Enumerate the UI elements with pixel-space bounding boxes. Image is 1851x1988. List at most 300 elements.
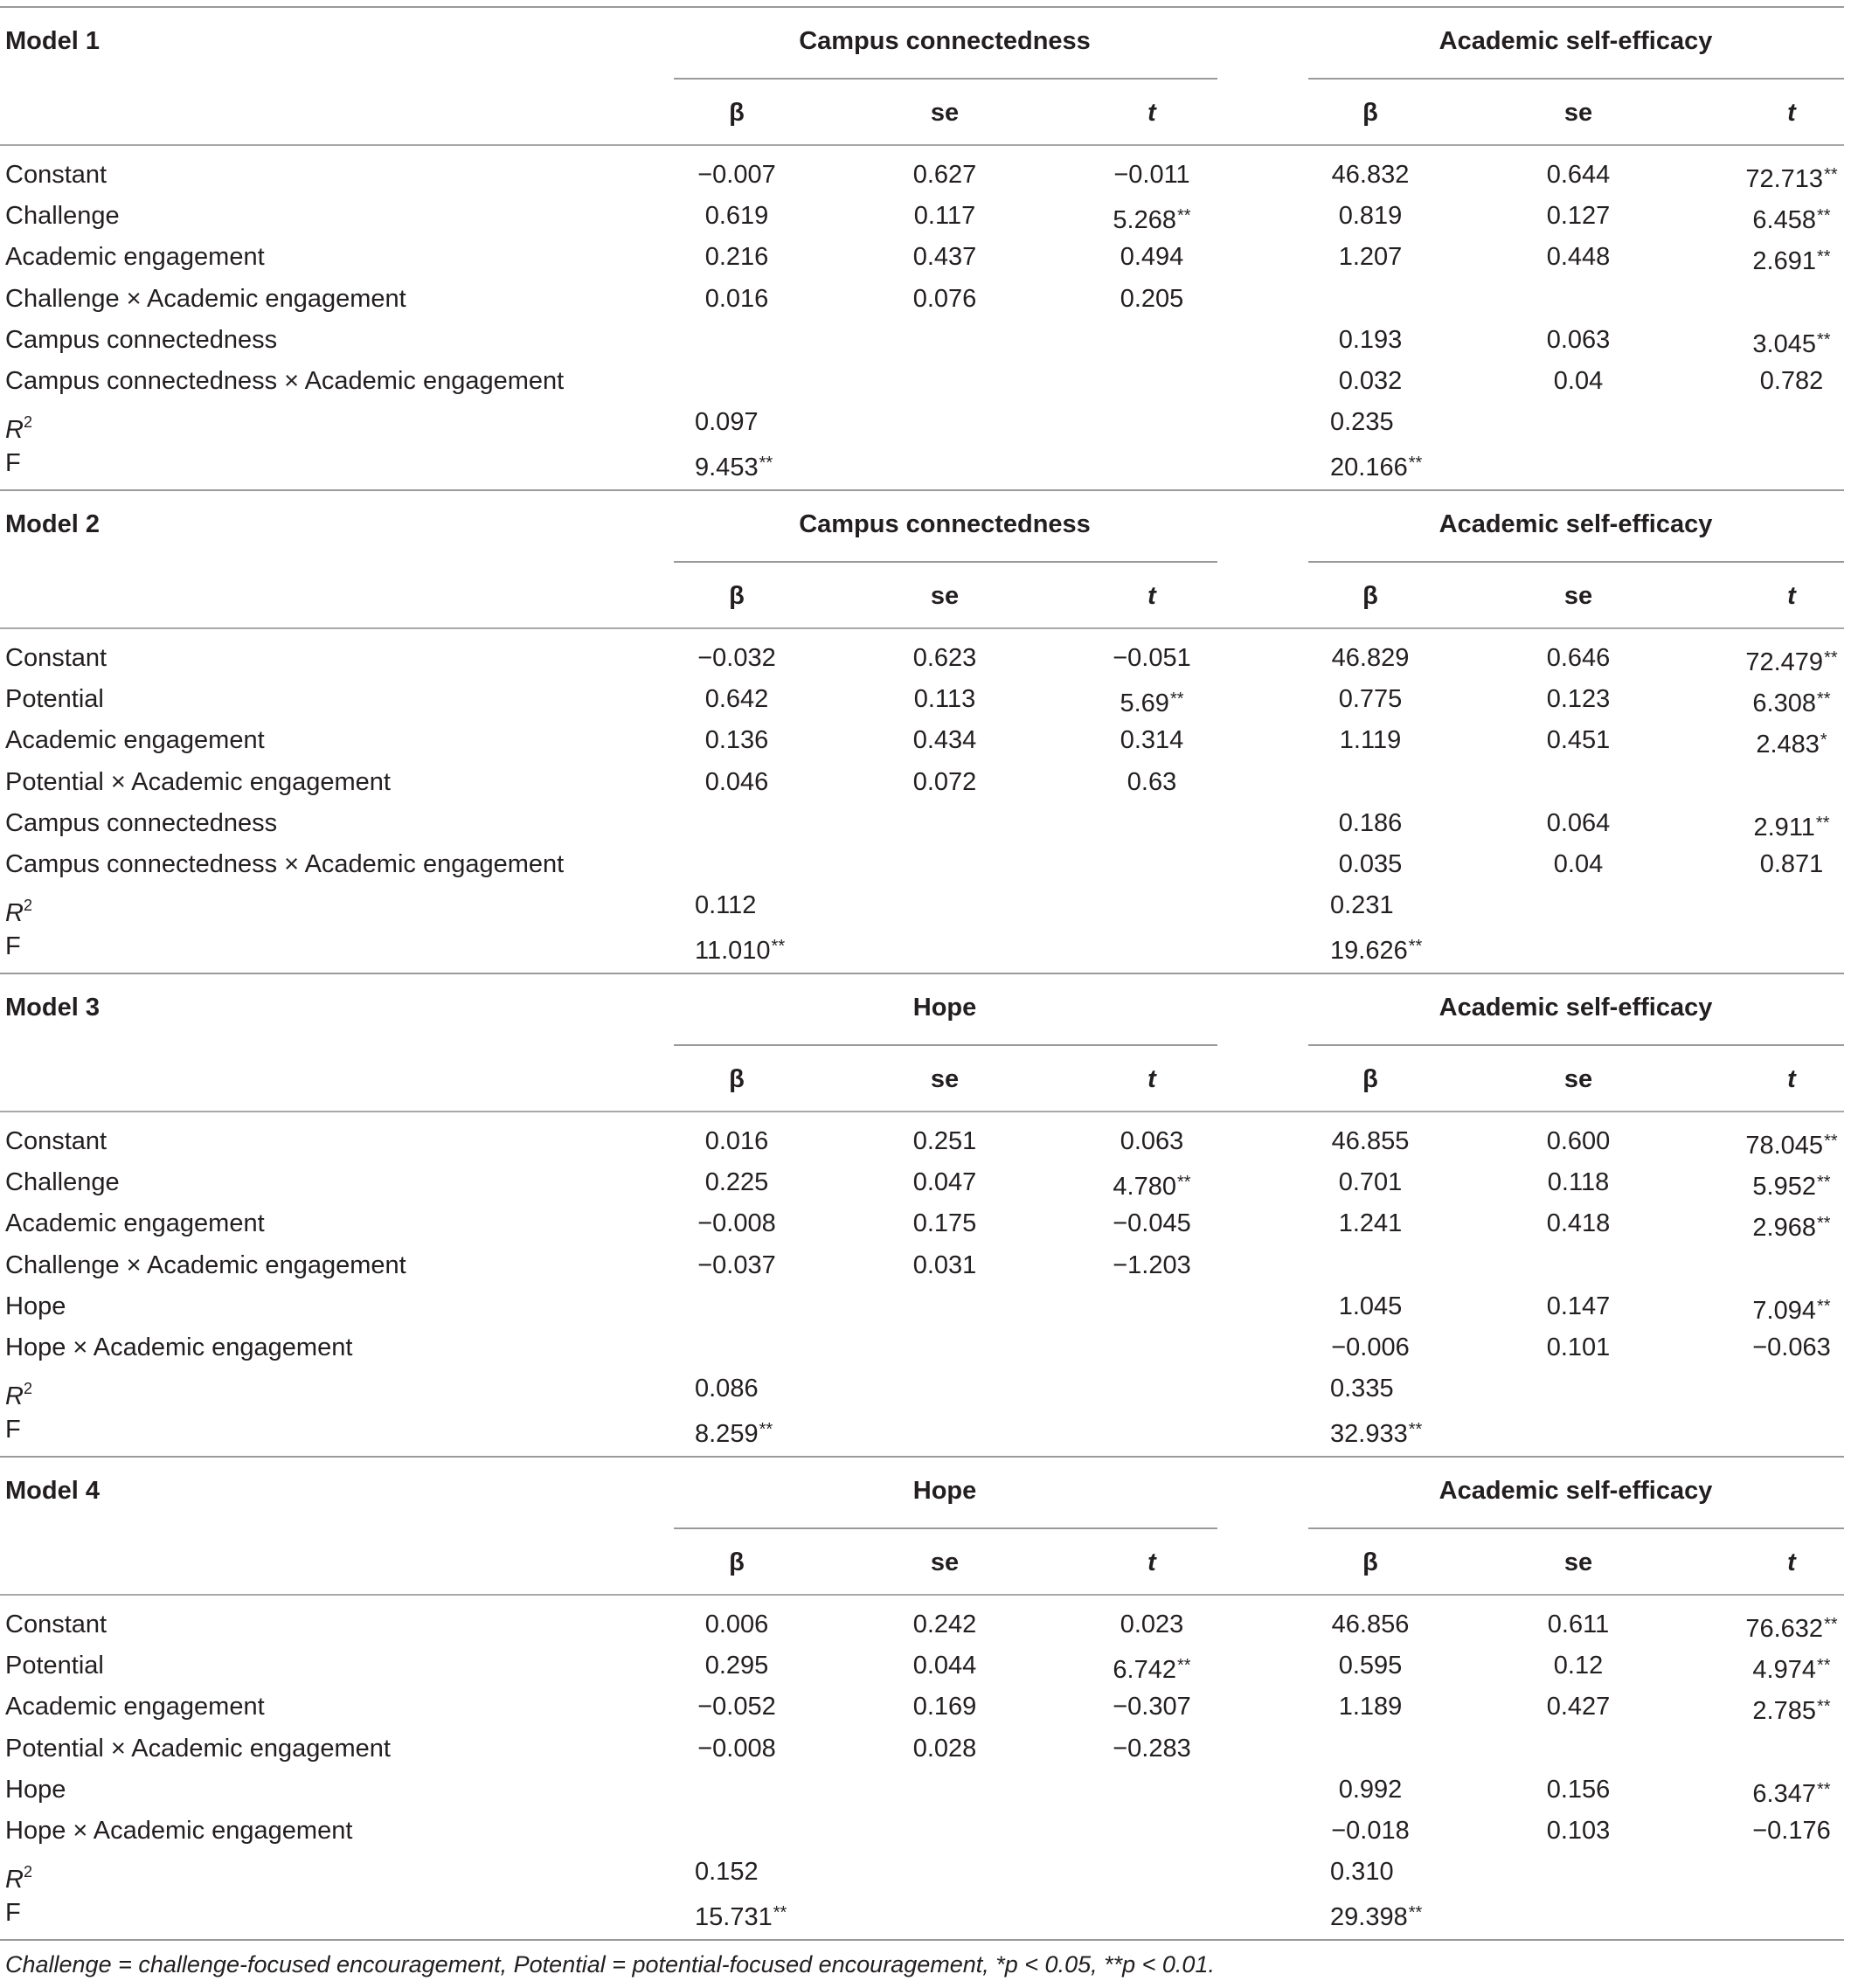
t-cell-value: 0.63	[1127, 768, 1177, 796]
column-header-beta: β	[729, 582, 745, 610]
group-header-right: Academic self-efficacy	[1439, 510, 1713, 538]
f-right-value: 19.626	[1330, 937, 1408, 965]
beta-cell-value: −0.006	[1331, 1333, 1410, 1361]
r-squared-exponent: 2	[23, 1380, 32, 1397]
significance-stars: **	[1408, 1903, 1423, 1922]
se-cell-value: 0.063	[1546, 326, 1611, 354]
t-cell	[1760, 849, 1824, 880]
t-cell-value: 78.045	[1745, 1132, 1824, 1160]
t-cell-value: 4.780	[1113, 1173, 1176, 1201]
se-cell	[1547, 1691, 1611, 1722]
beta-cell	[705, 724, 769, 756]
t-cell-value: −0.063	[1752, 1333, 1831, 1361]
significance-stars: **	[1817, 330, 1831, 350]
se-cell	[1547, 241, 1611, 273]
r-squared-exponent: 2	[23, 897, 32, 914]
column-header-t: t	[1787, 99, 1796, 127]
se-cell	[1547, 159, 1611, 190]
group-header-left: Hope	[912, 1477, 977, 1505]
beta-cell-value: 0.595	[1338, 1652, 1403, 1680]
t-cell-value: 2.911	[1753, 814, 1815, 842]
t-cell	[1120, 241, 1184, 273]
column-header-t: t	[1147, 1065, 1156, 1093]
model-divider	[0, 973, 1844, 974]
se-cell-value: 0.646	[1546, 644, 1611, 672]
se-cell-value: 0.028	[912, 1735, 977, 1763]
beta-cell-value: 0.775	[1338, 685, 1403, 713]
se-cell	[913, 1691, 977, 1722]
beta-cell	[1339, 324, 1403, 356]
beta-cell-value: 1.207	[1338, 243, 1403, 271]
t-cell-value: 3.045	[1752, 330, 1816, 358]
se-cell-value: 0.251	[912, 1127, 977, 1155]
significance-stars: **	[1817, 206, 1831, 225]
se-cell	[1554, 849, 1603, 880]
beta-cell-value: 0.032	[1338, 367, 1403, 395]
beta-cell	[1339, 365, 1403, 397]
t-cell	[1754, 807, 1830, 843]
se-cell	[913, 766, 977, 798]
model-title: Model 3	[5, 994, 100, 1022]
t-cell	[1113, 159, 1189, 190]
r-squared-letter: R	[5, 1382, 24, 1410]
t-cell	[1120, 283, 1184, 315]
se-cell	[1547, 200, 1611, 232]
t-cell	[1752, 1691, 1830, 1727]
t-cell	[1113, 1208, 1191, 1239]
r-squared-letter: R	[5, 1866, 24, 1894]
beta-cell	[705, 766, 769, 798]
f-left	[695, 931, 785, 966]
row-label: Academic engagement	[5, 1693, 265, 1721]
r-squared-left-value: 0.097	[695, 408, 759, 436]
t-cell	[1120, 724, 1184, 756]
t-cell-value: −0.283	[1113, 1735, 1191, 1763]
row-label: Constant	[5, 1610, 107, 1638]
row-label: Hope × Academic engagement	[5, 1333, 353, 1361]
se-cell-value: 0.044	[912, 1652, 977, 1680]
se-cell-value: 0.123	[1546, 685, 1611, 713]
beta-cell-value: −0.037	[697, 1251, 776, 1279]
t-cell-value: −0.176	[1752, 1817, 1831, 1845]
r-squared-left	[695, 890, 756, 921]
se-cell-value: 0.147	[1546, 1292, 1611, 1320]
se-cell	[1547, 1126, 1611, 1157]
beta-cell	[705, 683, 769, 715]
t-cell	[1113, 642, 1191, 674]
f-left-value: 15.731	[695, 1903, 773, 1931]
beta-cell	[1339, 1691, 1403, 1722]
beta-cell	[697, 1733, 776, 1764]
t-cell	[1752, 1291, 1830, 1326]
significance-stars: **	[1815, 814, 1830, 833]
column-header-t: t	[1147, 1548, 1156, 1576]
beta-cell	[1332, 159, 1410, 190]
beta-cell-value: 0.701	[1338, 1168, 1403, 1196]
se-cell	[913, 1126, 977, 1157]
se-cell-value: 0.04	[1553, 367, 1604, 395]
header-rule	[0, 144, 1844, 146]
beta-cell-value: 0.006	[704, 1610, 769, 1638]
column-header-t: t	[1147, 582, 1156, 610]
model-title: Model 2	[5, 510, 100, 538]
beta-cell	[705, 241, 769, 273]
r-squared-exponent: 2	[23, 1863, 32, 1881]
significance-stars: **	[1817, 1214, 1831, 1233]
t-cell-value: 6.742	[1113, 1656, 1176, 1684]
beta-cell	[697, 1250, 776, 1281]
r-squared-exponent: 2	[23, 413, 32, 431]
row-label: Constant	[5, 1127, 107, 1155]
t-cell	[1113, 1167, 1190, 1202]
t-cell	[1752, 1167, 1830, 1202]
beta-cell-value: 1.119	[1339, 726, 1402, 754]
f-right	[1330, 1414, 1422, 1450]
beta-cell	[705, 1126, 769, 1157]
column-header-beta: β	[1362, 99, 1378, 127]
row-label: Campus connectedness	[5, 326, 278, 354]
f-left-value: 8.259	[695, 1420, 759, 1448]
row-label: Challenge	[5, 1168, 120, 1196]
se-cell-value: 0.076	[912, 285, 977, 313]
column-header-beta: β	[729, 1065, 745, 1093]
se-cell-value: 0.242	[912, 1610, 977, 1638]
t-cell	[1752, 1774, 1830, 1810]
t-cell-value: −0.051	[1113, 644, 1191, 672]
group-header-right: Academic self-efficacy	[1439, 27, 1713, 55]
se-cell	[1547, 1208, 1611, 1239]
t-cell-value: 0.023	[1120, 1610, 1184, 1638]
beta-cell-value: 0.035	[1338, 850, 1403, 878]
group-underline-left	[674, 561, 1217, 563]
t-cell	[1113, 200, 1190, 236]
significance-stars: **	[1177, 1656, 1191, 1675]
t-cell-value: 0.871	[1759, 850, 1824, 878]
t-cell	[1120, 683, 1183, 719]
t-cell-value: 7.094	[1752, 1297, 1816, 1325]
t-cell	[1113, 1250, 1191, 1281]
se-cell	[1547, 724, 1611, 756]
beta-cell	[1332, 1126, 1410, 1157]
column-header-se: se	[930, 1065, 960, 1093]
f-right-value: 20.166	[1330, 454, 1408, 481]
se-cell-value: 0.644	[1546, 161, 1611, 189]
significance-stars: **	[1824, 165, 1838, 184]
se-cell	[913, 1167, 977, 1198]
significance-stars: **	[1824, 1615, 1838, 1634]
t-cell	[1760, 365, 1824, 397]
se-cell	[913, 159, 977, 190]
beta-cell-value: −0.007	[697, 161, 776, 189]
f-right-value: 32.933	[1330, 1420, 1408, 1448]
beta-cell-value: −0.008	[697, 1735, 776, 1763]
t-cell	[1113, 1733, 1191, 1764]
f-left	[695, 1897, 787, 1933]
model-divider	[0, 1456, 1844, 1458]
significance-stars: **	[1817, 1297, 1831, 1316]
significance-stars: **	[1817, 1780, 1831, 1799]
row-label: Hope	[5, 1776, 66, 1804]
se-cell-value: 0.623	[912, 644, 977, 672]
f-right	[1330, 447, 1422, 483]
significance-stars: **	[1817, 1173, 1831, 1192]
se-cell	[913, 1250, 977, 1281]
beta-cell-value: −0.052	[697, 1693, 776, 1721]
header-rule	[0, 627, 1844, 629]
se-cell-value: 0.103	[1546, 1817, 1611, 1845]
se-cell-value: 0.611	[1547, 1610, 1610, 1638]
se-cell-value: 0.600	[1546, 1127, 1611, 1155]
t-cell	[1756, 724, 1827, 760]
r-squared-left-value: 0.086	[695, 1375, 759, 1403]
significance-stars: **	[1177, 206, 1191, 225]
t-cell	[1752, 200, 1830, 236]
r-squared-left-value: 0.112	[695, 891, 757, 919]
significance-stars: **	[1408, 1420, 1423, 1439]
beta-cell	[1339, 200, 1403, 232]
se-cell-value: 0.156	[1546, 1776, 1611, 1804]
beta-cell-value: 0.136	[704, 726, 769, 754]
header-rule	[0, 1594, 1844, 1596]
table-footnote: Challenge = challenge-focused encouragement, Potential = potential-focused encouragement, *p < 0.05, **p < 0.01.	[5, 1951, 1215, 1978]
t-cell-value: 0.494	[1120, 243, 1184, 271]
significance-stars: *	[1820, 731, 1827, 750]
significance-stars: **	[771, 937, 786, 956]
t-cell	[1752, 241, 1830, 277]
se-cell	[914, 200, 975, 232]
r-squared-label	[5, 1373, 32, 1412]
header-rule	[0, 1111, 1844, 1112]
t-cell-value: 72.479	[1745, 648, 1824, 676]
se-cell-value: 0.175	[912, 1209, 977, 1237]
beta-cell	[1332, 1609, 1410, 1640]
column-header-beta: β	[729, 1548, 745, 1576]
t-cell-value: 2.691	[1752, 247, 1816, 275]
column-header-se: se	[1563, 582, 1593, 610]
beta-cell-value: 0.046	[704, 768, 769, 796]
se-cell	[913, 1650, 977, 1681]
beta-cell-value: −0.018	[1331, 1817, 1410, 1845]
t-cell-value: 5.952	[1752, 1173, 1816, 1201]
r-squared-left	[695, 1856, 759, 1888]
column-header-t: t	[1787, 1548, 1796, 1576]
significance-stars: **	[1817, 247, 1831, 267]
se-cell-value: 0.117	[913, 202, 976, 230]
se-cell	[1554, 1650, 1603, 1681]
se-cell-value: 0.12	[1553, 1652, 1604, 1680]
se-cell-value: 0.427	[1546, 1693, 1611, 1721]
t-cell-value: −0.011	[1113, 161, 1190, 189]
f-label: F	[5, 932, 21, 960]
t-cell-value: 5.268	[1113, 206, 1176, 234]
t-cell-value: 72.713	[1745, 165, 1824, 193]
beta-cell-value: 0.186	[1338, 809, 1403, 837]
column-header-se: se	[930, 1548, 960, 1576]
f-left-value: 11.010	[695, 937, 771, 965]
r-squared-right	[1330, 890, 1394, 921]
row-label: Campus connectedness	[5, 809, 278, 837]
row-label: Campus connectedness × Academic engagement	[5, 367, 565, 395]
se-cell-value: 0.448	[1546, 243, 1611, 271]
se-cell	[1547, 1815, 1611, 1846]
se-cell-value: 0.169	[912, 1693, 977, 1721]
t-cell	[1127, 766, 1176, 798]
r-squared-label	[5, 406, 32, 446]
se-cell-value: 0.437	[912, 243, 977, 271]
t-cell-value: 5.69	[1120, 689, 1169, 717]
r-squared-letter: R	[5, 899, 24, 927]
se-cell	[913, 241, 977, 273]
se-cell	[913, 724, 977, 756]
t-cell	[1752, 683, 1830, 719]
t-cell-value: 6.308	[1752, 689, 1816, 717]
beta-cell-value: 1.241	[1338, 1209, 1403, 1237]
t-cell	[1120, 1609, 1184, 1640]
se-cell-value: 0.072	[912, 768, 977, 796]
r-squared-left	[695, 1373, 759, 1404]
row-label: Potential × Academic engagement	[5, 1735, 391, 1763]
se-cell-value: 0.627	[912, 161, 977, 189]
beta-cell	[705, 1167, 769, 1198]
group-header-left: Campus connectedness	[799, 510, 1091, 538]
beta-cell-value: 46.829	[1331, 644, 1410, 672]
row-label: Challenge	[5, 202, 120, 230]
se-cell	[1547, 683, 1611, 715]
beta-cell	[1339, 1774, 1403, 1805]
column-header-beta: β	[1362, 582, 1378, 610]
beta-cell	[705, 1609, 769, 1640]
significance-stars: **	[759, 454, 773, 473]
r-squared-right-value: 0.231	[1330, 891, 1394, 919]
beta-cell	[697, 159, 776, 190]
column-header-t: t	[1787, 582, 1796, 610]
model-divider	[0, 489, 1844, 491]
se-cell	[913, 1208, 977, 1239]
se-cell	[1547, 807, 1611, 839]
beta-cell-value: −0.032	[697, 644, 776, 672]
beta-cell-value: 0.016	[704, 285, 769, 313]
beta-cell	[1339, 849, 1403, 880]
se-cell-value: 0.064	[1546, 809, 1611, 837]
beta-cell	[1331, 1815, 1410, 1846]
r-squared-right-value: 0.310	[1330, 1858, 1394, 1886]
row-label: Challenge × Academic engagement	[5, 1251, 406, 1279]
significance-stars: **	[759, 1420, 773, 1439]
row-label: Academic engagement	[5, 243, 265, 271]
t-cell	[1113, 1650, 1190, 1686]
f-label: F	[5, 449, 21, 477]
t-cell	[1752, 1815, 1831, 1846]
t-cell	[1745, 1126, 1837, 1161]
significance-stars: **	[1408, 454, 1423, 473]
beta-cell	[1331, 1332, 1410, 1363]
column-header-se: se	[930, 582, 960, 610]
r-squared-label	[5, 1856, 32, 1895]
t-cell	[1745, 1609, 1837, 1645]
se-cell	[1547, 324, 1611, 356]
beta-cell-value: 0.619	[704, 202, 769, 230]
r-squared-label	[5, 890, 32, 929]
group-header-right: Academic self-efficacy	[1439, 994, 1713, 1022]
r-squared-right-value: 0.235	[1330, 408, 1394, 436]
t-cell-value: −0.045	[1113, 1209, 1191, 1237]
t-cell-value: 0.063	[1120, 1127, 1184, 1155]
row-label: Constant	[5, 644, 107, 672]
beta-cell-value: 0.225	[704, 1168, 769, 1196]
se-cell-value: 0.418	[1546, 1209, 1611, 1237]
row-label: Hope × Academic engagement	[5, 1817, 353, 1845]
se-cell	[1548, 1609, 1609, 1640]
f-left	[695, 447, 773, 483]
beta-cell-value: 0.295	[704, 1652, 769, 1680]
f-label: F	[5, 1416, 21, 1444]
se-cell	[1547, 1774, 1611, 1805]
group-header-right: Academic self-efficacy	[1439, 1477, 1713, 1505]
r-squared-right-value: 0.335	[1330, 1375, 1394, 1403]
f-left	[695, 1414, 773, 1450]
t-cell-value: 0.314	[1120, 726, 1184, 754]
r-squared-right	[1330, 1373, 1394, 1404]
se-cell	[1547, 642, 1611, 674]
group-header-left: Campus connectedness	[799, 27, 1091, 55]
beta-cell-value: 1.045	[1338, 1292, 1403, 1320]
model-divider	[0, 6, 1844, 8]
beta-cell-value: 1.189	[1338, 1693, 1403, 1721]
t-cell	[1752, 1332, 1831, 1363]
t-cell-value: 2.483	[1756, 731, 1820, 758]
r-squared-right	[1330, 406, 1394, 438]
beta-cell-value: 0.642	[704, 685, 769, 713]
group-underline-right	[1308, 1527, 1844, 1529]
group-underline-right	[1308, 78, 1844, 80]
se-cell-value: 0.118	[1547, 1168, 1610, 1196]
beta-cell	[1339, 683, 1403, 715]
beta-cell-value: 46.832	[1331, 161, 1410, 189]
t-cell-value: 4.974	[1752, 1656, 1816, 1684]
row-label: Campus connectedness × Academic engagement	[5, 850, 565, 878]
column-header-beta: β	[1362, 1548, 1378, 1576]
r-squared-letter: R	[5, 416, 24, 444]
se-cell	[913, 642, 977, 674]
beta-cell	[697, 1691, 776, 1722]
row-label: Challenge × Academic engagement	[5, 285, 406, 313]
group-underline-right	[1308, 1044, 1844, 1046]
column-header-t: t	[1787, 1065, 1796, 1093]
t-cell	[1752, 1208, 1830, 1243]
t-cell-value: 6.458	[1752, 206, 1816, 234]
se-cell-value: 0.113	[913, 685, 976, 713]
significance-stars: **	[1824, 1132, 1838, 1151]
se-cell-value: 0.047	[912, 1168, 977, 1196]
t-cell	[1752, 1650, 1830, 1686]
significance-stars: **	[1177, 1173, 1191, 1192]
row-label: Academic engagement	[5, 1209, 265, 1237]
beta-cell	[1339, 1650, 1403, 1681]
column-header-se: se	[1563, 1065, 1593, 1093]
se-cell-value: 0.434	[912, 726, 977, 754]
se-cell	[1548, 1167, 1609, 1198]
se-cell	[1554, 365, 1603, 397]
beta-cell	[705, 200, 769, 232]
t-cell	[1745, 159, 1837, 195]
t-cell-value: 0.205	[1120, 285, 1184, 313]
significance-stars: **	[1817, 1697, 1831, 1716]
t-cell-value: −1.203	[1113, 1251, 1191, 1279]
se-cell	[913, 1733, 977, 1764]
f-right-value: 29.398	[1330, 1903, 1408, 1931]
column-header-se: se	[930, 99, 960, 127]
se-cell	[913, 283, 977, 315]
